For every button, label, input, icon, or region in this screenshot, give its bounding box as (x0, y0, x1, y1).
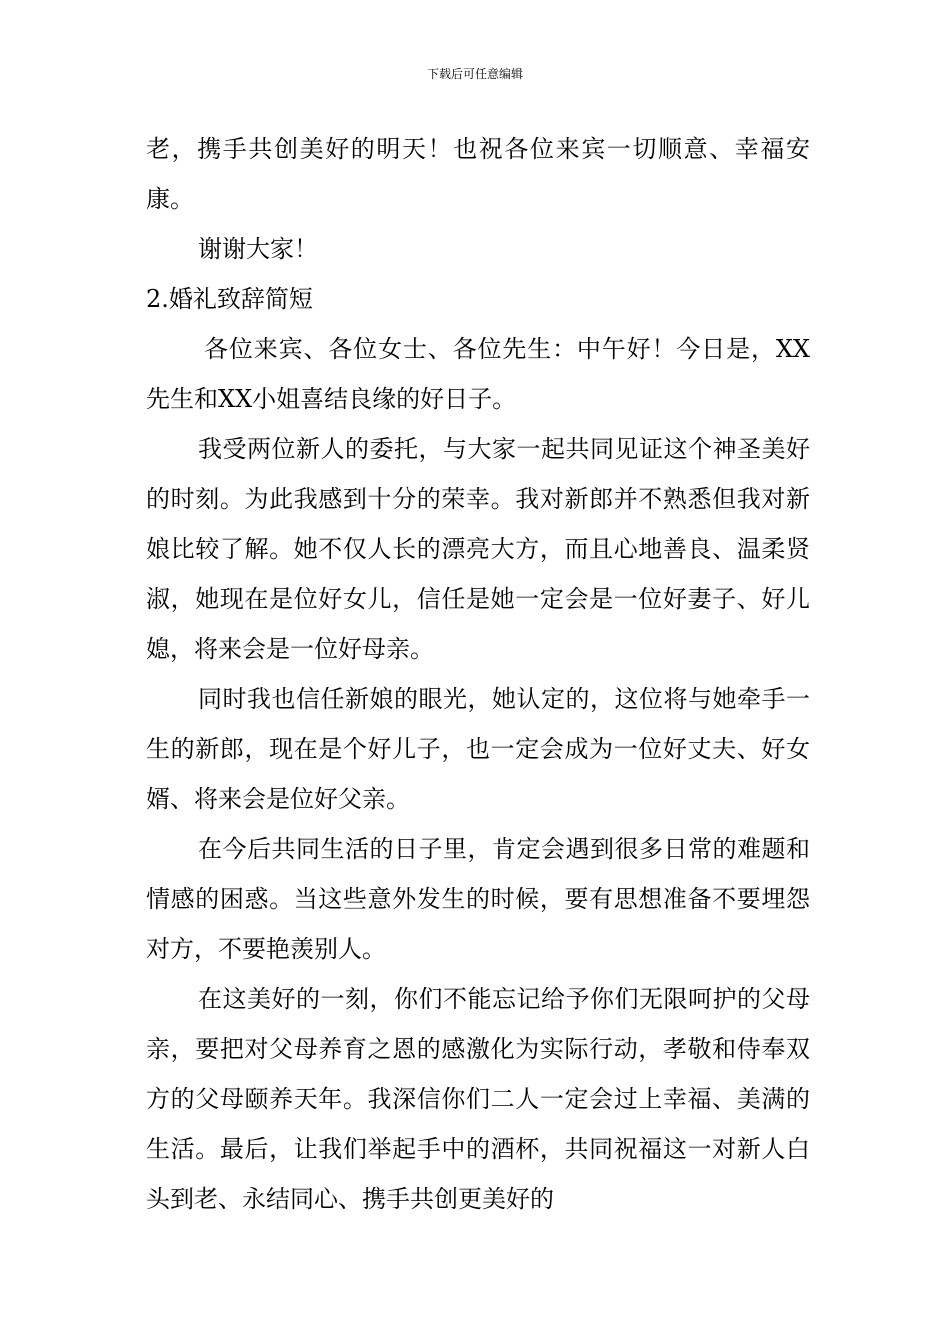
document-body (146, 124, 810, 1224)
section-heading: 2.婚礼致辞简短 (146, 285, 313, 313)
paragraph-advice: 在今后共同生活的日子里，肯定会遇到很多日常的难题和情感的困惑。当这些意外发生的时候，要有思想准备不要埋怨对方，不要艳羡别人。 (146, 835, 810, 963)
paragraph-closing-wish: 老，携手共创美好的明天！也祝各位来宾一切顺意、幸福安康。 (146, 135, 810, 213)
paragraph-bride: 我受两位新人的委托，与大家一起共同见证这个神圣美好的时刻。为此我感到十分的荣幸。我对新郎并不熟悉但我对新娘比较了解。她不仅人长的漂亮大方，而且心地善良、温柔贤淑，她现在是位好女儿，信任是她一定会是一位好妻子、好儿媳，将来会是一位好母亲。 (146, 435, 810, 663)
paragraph-thanks: 谢谢大家！ (198, 235, 318, 263)
page-header-note: 下载后可任意编辑 (426, 67, 523, 81)
paragraph-greeting: 各位来宾、各位女士、各位先生：中午好！今日是，XX先生和XX小姐喜结良缘的好日子。 (146, 335, 810, 413)
paragraph-parents: 在这美好的一刻，你们不能忘记给予你们无限呵护的父母亲，要把对父母养育之恩的感激化为实际行动，孝敬和侍奉双方的父母颐养天年。我深信你们二人一定会过上幸福、美满的生活。最后，让我们举起手中的酒杯，共同祝福这一对新人白头到老、永结同心、携手共创更美好的 (146, 985, 810, 1213)
paragraph-groom: 同时我也信任新娘的眼光，她认定的，这位将与她牵手一生的新郎，现在是个好儿子，也一定会成为一位好丈夫、好女婿、将来会是位好父亲。 (146, 685, 810, 813)
